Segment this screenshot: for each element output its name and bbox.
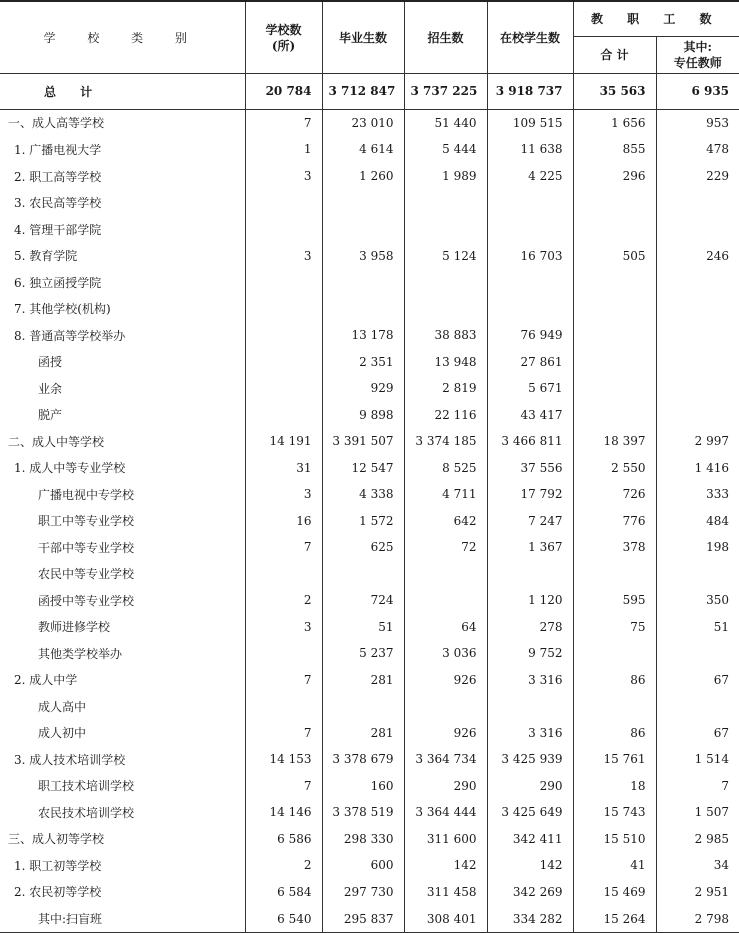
header-staff: 教 职 工 数: [573, 1, 739, 37]
cell-schools: 2: [245, 587, 322, 614]
cell-teachers: 2 985: [656, 826, 739, 853]
cell-enrollment: 926: [404, 720, 487, 747]
cell-graduates: 3 712 847: [322, 74, 404, 110]
row-category-name: 成人初中: [38, 726, 87, 741]
cell-in-school: [487, 560, 573, 587]
header-category: 学 校 类 别: [0, 1, 245, 74]
cell-graduates: 297 730: [322, 879, 404, 906]
cell-teachers: 2 997: [656, 428, 739, 455]
cell-schools: 1: [245, 136, 322, 163]
cell-staff-total: [573, 401, 656, 428]
cell-staff-total: [573, 375, 656, 402]
header-staff-total: 合 计: [573, 37, 656, 74]
row-category-name: 函授: [38, 355, 63, 370]
cell-staff-total: 86: [573, 667, 656, 694]
cell-staff-total: 18: [573, 773, 656, 800]
cell-schools: 3: [245, 163, 322, 190]
table-row-total: [0, 74, 739, 110]
table-row: [0, 242, 739, 269]
cell-teachers: [656, 295, 739, 322]
header-enrollment: 招生数: [404, 1, 487, 74]
table-body: [0, 74, 739, 933]
cell-in-school: 142: [487, 852, 573, 879]
cell-staff-total: 75: [573, 614, 656, 641]
table-row: [0, 614, 739, 641]
cell-graduates: 9 898: [322, 401, 404, 428]
header-schools: [245, 1, 322, 74]
header-teachers-line2: 专任教师: [673, 56, 722, 70]
cell-teachers: [656, 401, 739, 428]
cell-in-school: 3 316: [487, 667, 573, 694]
cell-staff-total: 1 656: [573, 109, 656, 136]
cell-enrollment: 38 883: [404, 322, 487, 349]
cell-enrollment: 642: [404, 507, 487, 534]
cell-staff-total: 296: [573, 163, 656, 190]
table-row: [0, 481, 739, 508]
cell-in-school: [487, 295, 573, 322]
cell-teachers: 1 416: [656, 454, 739, 481]
row-category-name: 1. 广播电视大学: [14, 142, 102, 157]
cell-schools: 7: [245, 534, 322, 561]
cell-schools: 31: [245, 454, 322, 481]
row-category-name: 8. 普通高等学校举办: [14, 328, 126, 343]
table-row: [0, 136, 739, 163]
table-row: [0, 879, 739, 906]
cell-schools: 7: [245, 720, 322, 747]
cell-graduates: 3 378 679: [322, 746, 404, 773]
cell-staff-total: 505: [573, 242, 656, 269]
cell-enrollment: 72: [404, 534, 487, 561]
cell-schools: 6 584: [245, 879, 322, 906]
cell-graduates: 4 614: [322, 136, 404, 163]
cell-teachers: [656, 375, 739, 402]
cell-schools: 7: [245, 109, 322, 136]
cell-enrollment: 290: [404, 773, 487, 800]
cell-graduates: [322, 189, 404, 216]
cell-in-school: 3 918 737: [487, 74, 573, 110]
cell-schools: [245, 216, 322, 243]
cell-staff-total: 726: [573, 481, 656, 508]
cell-staff-total: 595: [573, 587, 656, 614]
cell-enrollment: 308 401: [404, 905, 487, 932]
cell-schools: 3: [245, 614, 322, 641]
cell-in-school: 334 282: [487, 905, 573, 932]
cell-schools: [245, 560, 322, 587]
cell-graduates: 295 837: [322, 905, 404, 932]
cell-schools: 6 586: [245, 826, 322, 853]
cell-teachers: [656, 560, 739, 587]
table-row: [0, 189, 739, 216]
cell-teachers: [656, 348, 739, 375]
cell-graduates: 12 547: [322, 454, 404, 481]
cell-enrollment: 311 600: [404, 826, 487, 853]
cell-enrollment: 3 036: [404, 640, 487, 667]
table-row: [0, 640, 739, 667]
cell-enrollment: 2 819: [404, 375, 487, 402]
cell-graduates: 625: [322, 534, 404, 561]
cell-teachers: [656, 640, 739, 667]
cell-staff-total: 86: [573, 720, 656, 747]
cell-graduates: [322, 269, 404, 296]
cell-in-school: [487, 693, 573, 720]
cell-teachers: 7: [656, 773, 739, 800]
cell-graduates: 281: [322, 720, 404, 747]
row-category-name: 干部中等专业学校: [38, 540, 135, 555]
cell-schools: 14 153: [245, 746, 322, 773]
row-category-name: 总 计: [0, 74, 245, 110]
row-category-name: 1. 职工初等学校: [14, 858, 102, 873]
cell-teachers: 246: [656, 242, 739, 269]
cell-graduates: 5 237: [322, 640, 404, 667]
cell-in-school: 37 556: [487, 454, 573, 481]
cell-in-school: 3 316: [487, 720, 573, 747]
cell-teachers: 333: [656, 481, 739, 508]
cell-enrollment: 5 444: [404, 136, 487, 163]
table-row: [0, 667, 739, 694]
table-row: [0, 163, 739, 190]
cell-in-school: 342 269: [487, 879, 573, 906]
cell-in-school: 3 425 649: [487, 799, 573, 826]
cell-schools: [245, 640, 322, 667]
cell-teachers: 1 507: [656, 799, 739, 826]
cell-schools: 7: [245, 667, 322, 694]
cell-schools: [245, 295, 322, 322]
cell-enrollment: 311 458: [404, 879, 487, 906]
header-teachers-line1: 其中:: [683, 40, 712, 54]
table-row: [0, 773, 739, 800]
cell-in-school: 7 247: [487, 507, 573, 534]
row-category-name: 3. 成人技术培训学校: [14, 752, 126, 767]
table-row: [0, 746, 739, 773]
cell-graduates: 1 572: [322, 507, 404, 534]
row-category-name: 7. 其他学校(机构): [14, 302, 111, 317]
row-category-name: 教师进修学校: [38, 620, 111, 635]
cell-teachers: 229: [656, 163, 739, 190]
cell-graduates: 160: [322, 773, 404, 800]
cell-schools: [245, 269, 322, 296]
row-category-name: 三、成人初等学校: [8, 832, 105, 847]
cell-enrollment: [404, 587, 487, 614]
cell-staff-total: 378: [573, 534, 656, 561]
cell-graduates: [322, 216, 404, 243]
cell-staff-total: [573, 560, 656, 587]
cell-schools: 16: [245, 507, 322, 534]
cell-schools: [245, 322, 322, 349]
table-row: [0, 269, 739, 296]
table-row: [0, 693, 739, 720]
table-row: [0, 560, 739, 587]
row-category-name: 一、成人高等学校: [8, 116, 105, 131]
row-category-name: 其他类学校举办: [38, 646, 123, 661]
row-category-name: 4. 管理干部学院: [14, 222, 102, 237]
cell-enrollment: 5 124: [404, 242, 487, 269]
cell-staff-total: [573, 640, 656, 667]
cell-in-school: 16 703: [487, 242, 573, 269]
cell-in-school: 27 861: [487, 348, 573, 375]
cell-teachers: 51: [656, 614, 739, 641]
table-row: [0, 322, 739, 349]
table-row: [0, 534, 739, 561]
cell-staff-total: 15 469: [573, 879, 656, 906]
header-in-school: 在校学生数: [487, 1, 573, 74]
cell-teachers: 2 798: [656, 905, 739, 932]
cell-in-school: 290: [487, 773, 573, 800]
cell-enrollment: 13 948: [404, 348, 487, 375]
cell-staff-total: [573, 189, 656, 216]
cell-teachers: 478: [656, 136, 739, 163]
row-category-name: 函授中等专业学校: [38, 593, 135, 608]
cell-in-school: [487, 189, 573, 216]
row-category-name: 职工技术培训学校: [38, 779, 135, 794]
table-row: [0, 295, 739, 322]
table-row: [0, 375, 739, 402]
cell-staff-total: [573, 348, 656, 375]
header-schools-line2: (所): [271, 38, 296, 53]
table-row: [0, 428, 739, 455]
row-category-name: 农民中等专业学校: [38, 567, 135, 582]
row-category-name: 2. 职工高等学校: [14, 169, 102, 184]
cell-graduates: 3 378 519: [322, 799, 404, 826]
cell-staff-total: 41: [573, 852, 656, 879]
cell-enrollment: 926: [404, 667, 487, 694]
cell-schools: 3: [245, 242, 322, 269]
row-category-name: 5. 教育学院: [14, 249, 78, 264]
cell-teachers: [656, 322, 739, 349]
cell-teachers: 1 514: [656, 746, 739, 773]
cell-enrollment: [404, 693, 487, 720]
cell-graduates: [322, 560, 404, 587]
cell-enrollment: 8 525: [404, 454, 487, 481]
cell-graduates: 724: [322, 587, 404, 614]
cell-in-school: 342 411: [487, 826, 573, 853]
cell-enrollment: 3 364 734: [404, 746, 487, 773]
cell-staff-total: 15 264: [573, 905, 656, 932]
row-category-name: 职工中等专业学校: [38, 514, 135, 529]
table-row: [0, 454, 739, 481]
cell-staff-total: 15 743: [573, 799, 656, 826]
table-row: [0, 401, 739, 428]
table-row: [0, 852, 739, 879]
cell-graduates: 2 351: [322, 348, 404, 375]
cell-teachers: [656, 216, 739, 243]
cell-in-school: 43 417: [487, 401, 573, 428]
cell-enrollment: [404, 295, 487, 322]
table-row: [0, 905, 739, 932]
cell-enrollment: 3 364 444: [404, 799, 487, 826]
cell-teachers: 67: [656, 720, 739, 747]
cell-staff-total: 2 550: [573, 454, 656, 481]
row-category-name: 其中:扫盲班: [0, 905, 245, 932]
cell-teachers: 6 935: [656, 74, 739, 110]
cell-in-school: 9 752: [487, 640, 573, 667]
cell-graduates: 281: [322, 667, 404, 694]
row-category-name: 3. 农民高等学校: [14, 196, 102, 211]
row-category-name: 2. 成人中学: [14, 673, 78, 688]
row-category-name: 广播电视中专学校: [38, 487, 135, 502]
cell-schools: 14 191: [245, 428, 322, 455]
row-category-name: 农民技术培训学校: [38, 805, 135, 820]
row-category-name: 二、成人中等学校: [8, 434, 105, 449]
table-row: [0, 348, 739, 375]
cell-in-school: 11 638: [487, 136, 573, 163]
cell-enrollment: 51 440: [404, 109, 487, 136]
cell-teachers: 953: [656, 109, 739, 136]
table-row: [0, 799, 739, 826]
cell-staff-total: [573, 295, 656, 322]
cell-teachers: [656, 269, 739, 296]
cell-staff-total: [573, 322, 656, 349]
cell-schools: 3: [245, 481, 322, 508]
table-row: [0, 826, 739, 853]
cell-graduates: 51: [322, 614, 404, 641]
table-row: [0, 720, 739, 747]
cell-teachers: 34: [656, 852, 739, 879]
cell-graduates: 600: [322, 852, 404, 879]
cell-enrollment: 22 116: [404, 401, 487, 428]
cell-enrollment: [404, 560, 487, 587]
cell-staff-total: [573, 216, 656, 243]
cell-in-school: 5 671: [487, 375, 573, 402]
cell-enrollment: [404, 216, 487, 243]
cell-staff-total: 776: [573, 507, 656, 534]
cell-teachers: [656, 693, 739, 720]
table-row: [0, 587, 739, 614]
row-category-name: 业余: [38, 381, 63, 396]
cell-enrollment: 3 737 225: [404, 74, 487, 110]
table-header: [0, 1, 739, 74]
cell-enrollment: 64: [404, 614, 487, 641]
cell-enrollment: [404, 189, 487, 216]
table-row: [0, 109, 739, 136]
cell-in-school: 278: [487, 614, 573, 641]
cell-in-school: 109 515: [487, 109, 573, 136]
cell-teachers: 484: [656, 507, 739, 534]
cell-schools: [245, 348, 322, 375]
cell-enrollment: 4 711: [404, 481, 487, 508]
row-category-name: 脱产: [38, 408, 63, 423]
row-category-name: 6. 独立函授学院: [14, 275, 102, 290]
row-category-name: 1. 成人中等专业学校: [14, 461, 126, 476]
cell-enrollment: 1 989: [404, 163, 487, 190]
cell-staff-total: 18 397: [573, 428, 656, 455]
cell-teachers: 2 951: [656, 879, 739, 906]
cell-enrollment: 142: [404, 852, 487, 879]
header-staff-teachers: [656, 37, 739, 74]
cell-staff-total: 15 510: [573, 826, 656, 853]
cell-graduates: 1 260: [322, 163, 404, 190]
cell-in-school: 76 949: [487, 322, 573, 349]
table-row: [0, 216, 739, 243]
cell-graduates: 298 330: [322, 826, 404, 853]
cell-graduates: [322, 693, 404, 720]
cell-in-school: [487, 269, 573, 296]
cell-staff-total: 855: [573, 136, 656, 163]
cell-enrollment: 3 374 185: [404, 428, 487, 455]
cell-schools: 20 784: [245, 74, 322, 110]
cell-in-school: 1 120: [487, 587, 573, 614]
cell-schools: 14 146: [245, 799, 322, 826]
cell-staff-total: [573, 269, 656, 296]
table-row: [0, 507, 739, 534]
cell-graduates: 13 178: [322, 322, 404, 349]
cell-schools: 2: [245, 852, 322, 879]
cell-schools: [245, 401, 322, 428]
cell-schools: [245, 693, 322, 720]
cell-in-school: [487, 216, 573, 243]
cell-staff-total: [573, 693, 656, 720]
cell-in-school: 3 466 811: [487, 428, 573, 455]
cell-schools: [245, 375, 322, 402]
cell-graduates: 3 958: [322, 242, 404, 269]
cell-in-school: 3 425 939: [487, 746, 573, 773]
cell-teachers: 67: [656, 667, 739, 694]
header-schools-line1: 学校数: [265, 22, 302, 37]
cell-schools: 7: [245, 773, 322, 800]
cell-staff-total: 35 563: [573, 74, 656, 110]
cell-in-school: 1 367: [487, 534, 573, 561]
cell-enrollment: [404, 269, 487, 296]
row-category-name: 成人高中: [38, 699, 87, 714]
cell-graduates: 23 010: [322, 109, 404, 136]
cell-in-school: 4 225: [487, 163, 573, 190]
cell-graduates: 3 391 507: [322, 428, 404, 455]
cell-graduates: [322, 295, 404, 322]
row-category-name: 2. 农民初等学校: [14, 885, 102, 900]
cell-schools: 6 540: [245, 905, 322, 932]
cell-teachers: 198: [656, 534, 739, 561]
cell-schools: [245, 189, 322, 216]
cell-teachers: 350: [656, 587, 739, 614]
cell-graduates: 4 338: [322, 481, 404, 508]
cell-graduates: 929: [322, 375, 404, 402]
header-graduates: 毕业生数: [322, 1, 404, 74]
cell-staff-total: 15 761: [573, 746, 656, 773]
cell-in-school: 17 792: [487, 481, 573, 508]
cell-teachers: [656, 189, 739, 216]
